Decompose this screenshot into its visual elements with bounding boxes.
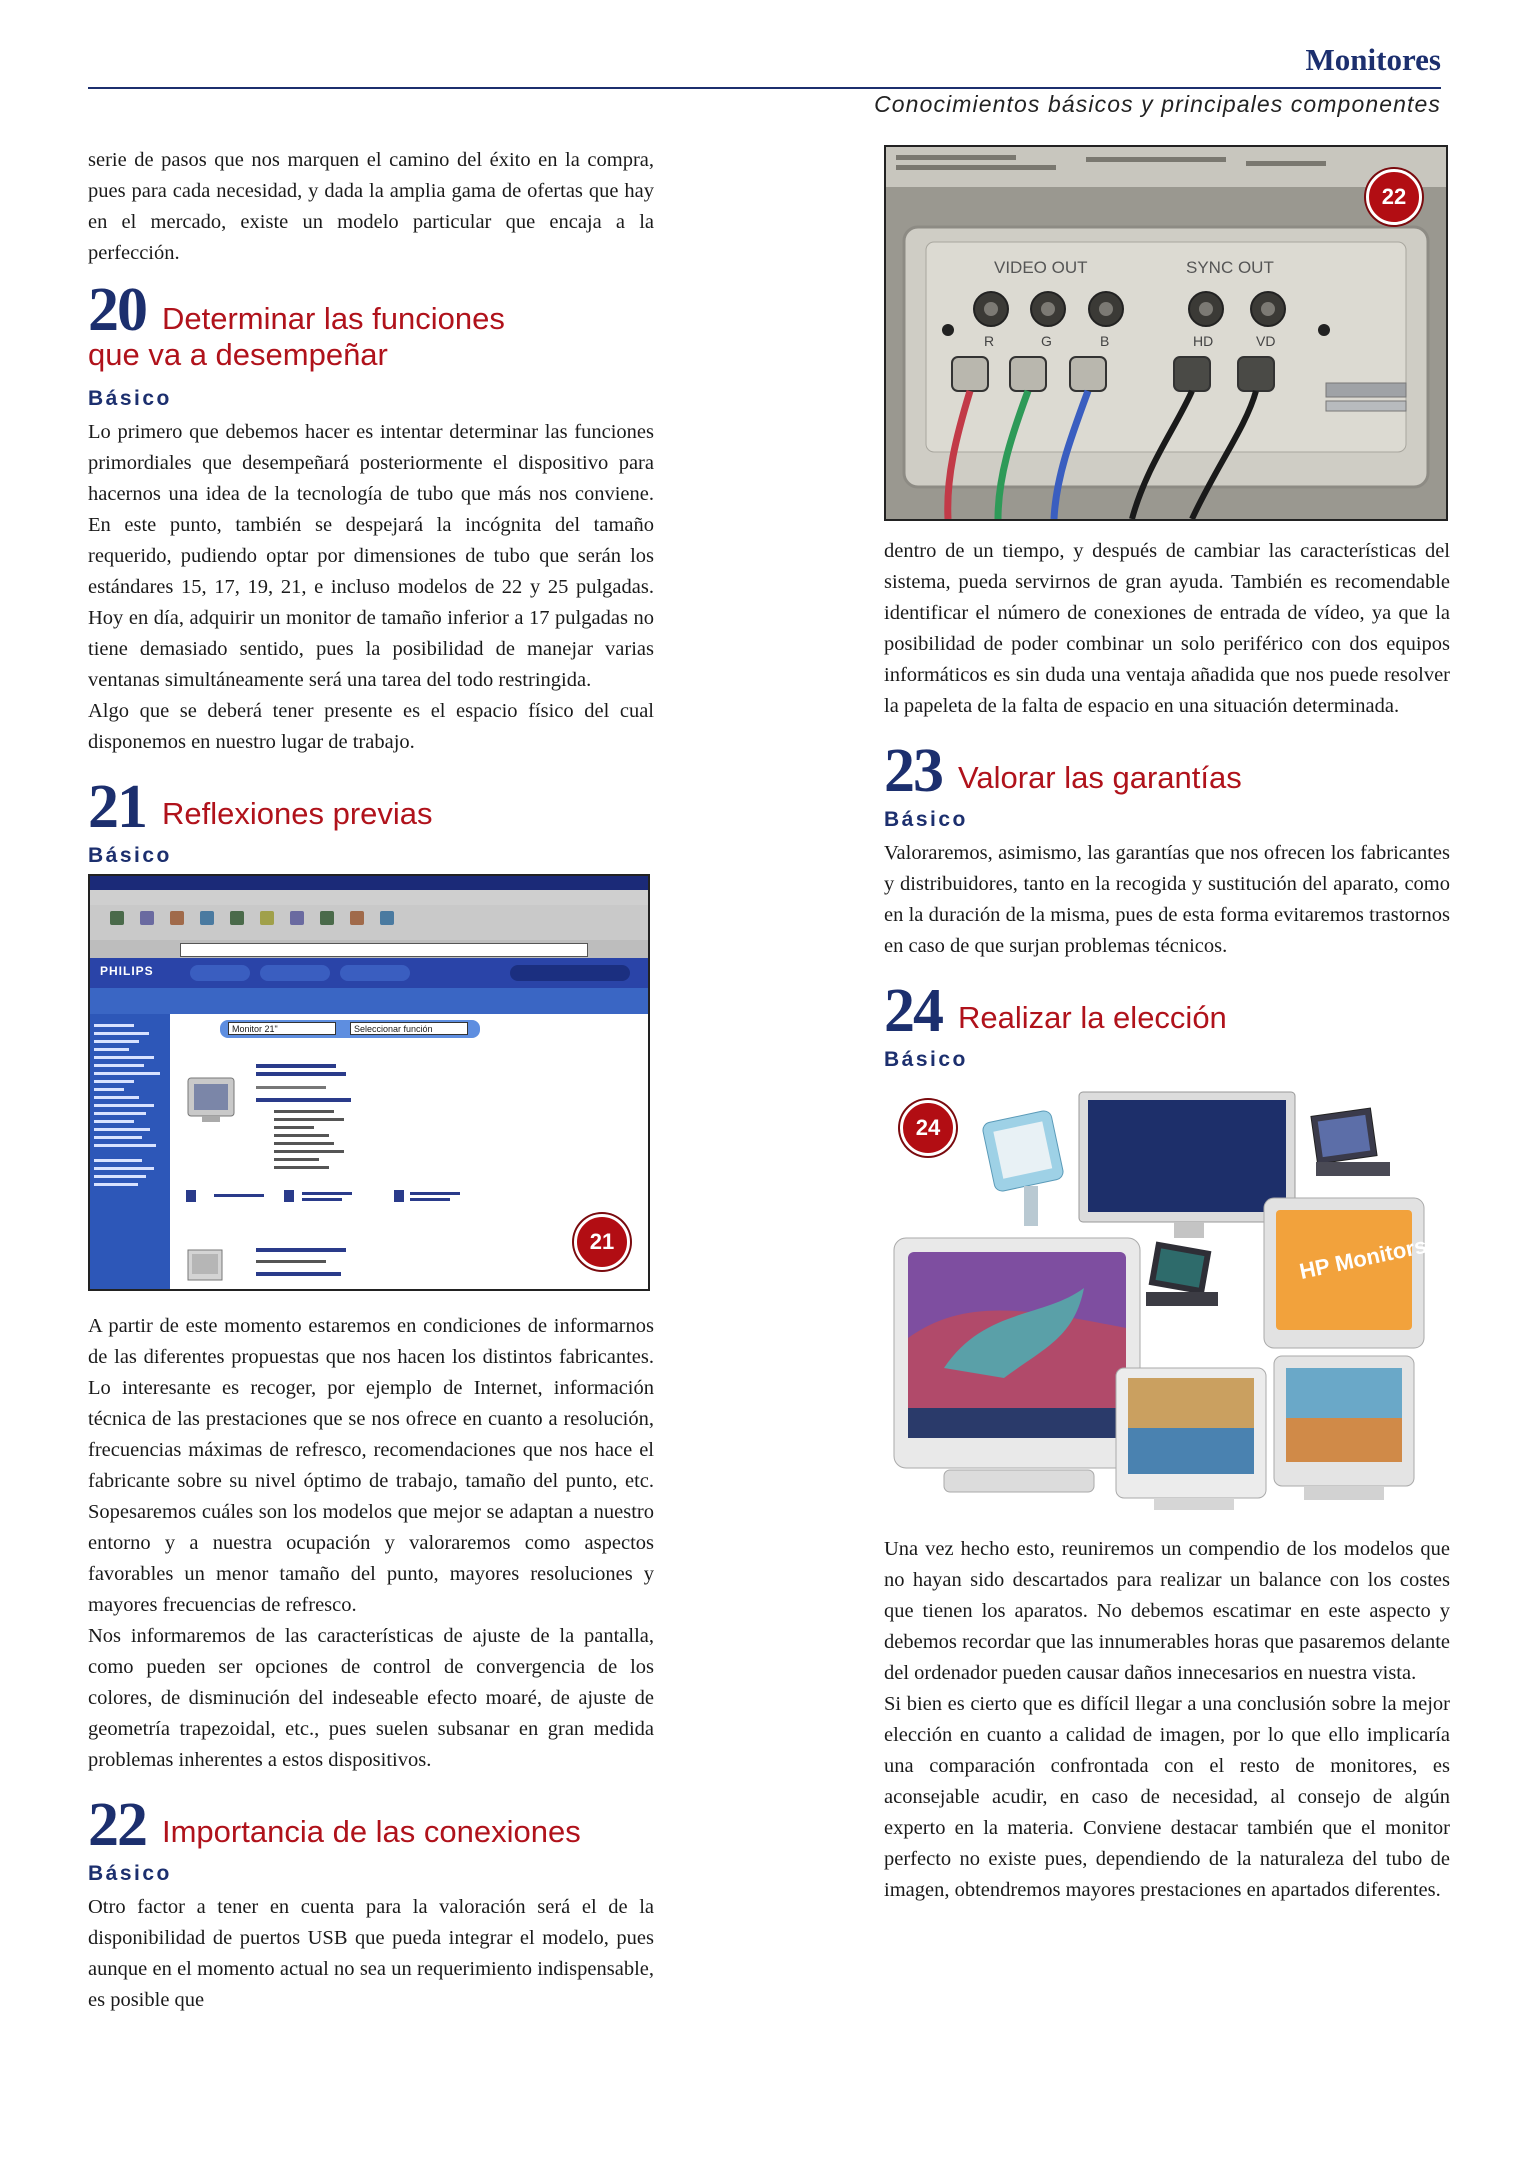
section-title-line1: Determinar las funciones (162, 301, 505, 336)
section-number: 20 (88, 276, 146, 344)
section-24-paragraph-2: Si bien es cierto que es difícil llegar a una conclusión sobre la mejor elección en cuanto a calidad de imagen, por lo que ello implicaría una comparación confrontada con el resto de monitores, es aconsejable acudir, en caso de necesidad, al consejo de algún experto en la materia. Conviene destacar también que el monitor perfecto no existe pues, dependiendo de la naturaleza del tubo de imagen, obtendremos mayores prestaciones en apartados diferentes. (884, 1693, 1450, 1901)
section-20-paragraph-1: Lo primero que debemos hacer es intentar determinar las funciones primordiales que desempeñará posteriormente el dispositivo para hacernos una idea de la tecnología de tubo que más nos conviene. En este punto, también se despejará la incógnita del tamaño requerido, pudiendo optar por dimensiones de tubo que serán los estándares 15, 17, 19, 21, e incluso modelos de 22 y 25 pulgadas. Hoy en día, adquirir un monitor de tamaño inferior a 17 pulgadas no tiene demasiado sentido, pues la posibilidad de manejar varias ventanas simultáneamente será una tarea del todo restringida. (88, 421, 654, 691)
laptop-top-right (1311, 1108, 1390, 1176)
figure-badge-24: 24 (900, 1100, 956, 1156)
small-lcd-monitor (981, 1109, 1064, 1226)
label-b: B (1100, 333, 1110, 349)
label-g: G (1041, 333, 1052, 349)
section-22-paragraph-continued: dentro de un tiempo, y después de cambiar las características del sistema, pueda servirnos de gran ayuda. También es recomendable identificar el número de conexiones de entrada de vídeo, ya que la posibilidad de poder combinar un solo periférico con dos equipos informáticos es sin duda una ventaja añadida que nos puede resolver la papeleta de la falta de espacio en una situación determinada. (884, 540, 1450, 717)
section-23-heading (884, 736, 1450, 805)
browser-titlebar (90, 876, 648, 890)
section-21-paragraph-1: A partir de este momento estaremos en condiciones de informarnos de las diferentes propuestas que nos hacen los distintos fabricantes. Lo interesante es recoger, por ejemplo de Internet, información técnica de las prestaciones que se nos ofrece en cuanto a resolución, frecuencias máximas de refresco, recomendaciones que nos hace el fabricante sobre su nivel óptimo de trabajo, tamaño del punto, etc. Sopesaremos cuáles son los modelos que mejor se adaptan a nuestro entorno y a nuestra ocupación y valoraremos como aspectos favorables un menor tamaño del punto, mayores resoluciones y mayores frecuencias de refresco. (88, 1315, 654, 1616)
hp-monitors-label: HP Monitors (1297, 1232, 1429, 1284)
intro-paragraph: serie de pasos que nos marquen el camino del éxito en la compra, pues para cada necesidad, y dada la amplia gama de ofertas que hay en el mercado, existe un modelo particular que encaja a la perfección. (88, 149, 654, 264)
dropdown-monitor: Monitor 21" (228, 1022, 336, 1035)
header-rule (88, 87, 1441, 89)
level-label: Básico (884, 1048, 968, 1071)
figure-22 (884, 145, 1448, 521)
section-21-heading (88, 772, 654, 841)
header-subtitle: Conocimientos básicos y principales componentes (874, 91, 1441, 117)
browser-screenshot (88, 874, 650, 1291)
section-22-heading (88, 1790, 654, 1859)
section-title: Reflexiones previas (162, 796, 433, 831)
section-20-paragraph-2: Algo que se deberá tener presente es el espacio físico del cual disponemos en nuestro lugar de trabajo. (88, 700, 654, 753)
level-label: Básico (88, 844, 172, 867)
section-22-paragraph-1: Otro factor a tener en cuenta para la valoración será el de la disponibilidad de puertos USB que pueda integrar el modelo, pues aunque en el momento actual no sea un requerimiento indispensable, es posible que (88, 1896, 654, 2011)
crt-monitor-lower-middle (1116, 1368, 1266, 1510)
sidebar-links (90, 1014, 170, 1274)
flat-panel-monitor (1079, 1092, 1295, 1238)
toolbar-icons (90, 905, 648, 940)
crt-monitor-hp (1264, 1198, 1429, 1348)
level-label: Básico (88, 387, 172, 410)
label-hd: HD (1193, 333, 1214, 349)
figure-21 (88, 874, 650, 1291)
browser-toolbar (90, 905, 648, 941)
header-title: Monitores (1305, 42, 1441, 77)
browser-menu-bar (90, 890, 648, 905)
section-24-heading (884, 976, 1450, 1045)
section-title: Importancia de las conexiones (162, 1814, 581, 1849)
label-video-out: VIDEO OUT (994, 258, 1088, 277)
section-number: 24 (884, 977, 942, 1045)
section-title-line2: que va a desempeñar (88, 337, 388, 372)
laptop-middle (1146, 1241, 1218, 1306)
crt-monitor-lower-right (1274, 1356, 1414, 1500)
section-number: 23 (884, 737, 942, 805)
label-vd: VD (1256, 333, 1276, 349)
section-20-heading (88, 276, 654, 379)
figure-badge-22: 22 (1366, 169, 1422, 225)
crt-monitor-left (894, 1238, 1140, 1492)
section-number: 22 (88, 1791, 146, 1859)
label-r: R (984, 333, 995, 349)
section-23-paragraph-1: Valoraremos, asimismo, las garantías que nos ofrecen los fabricantes y distribuidores, tanto en la recogida y sustitución del aparato, como en la duración de la misma, pues de esta forma evitaremos trastornos en caso de que surjan problemas técnicos. (884, 842, 1450, 957)
philips-logo: PHILIPS (100, 964, 154, 978)
left-column (88, 145, 654, 2016)
monitor-thumbnail-1 (188, 1078, 234, 1122)
level-label: Básico (88, 1862, 172, 1885)
right-column (884, 536, 1450, 1906)
dropdown-function: Seleccionar función (350, 1022, 468, 1035)
section-title: Realizar la elección (958, 1000, 1227, 1035)
section-title: Valorar las garantías (958, 760, 1242, 795)
connector-panel-illustration (886, 147, 1446, 519)
figure-24 (884, 1078, 1444, 1518)
label-sync-out: SYNC OUT (1186, 258, 1274, 277)
browser-page (90, 958, 648, 1289)
connector-panel-photo (884, 145, 1448, 521)
section-21-paragraph-2: Nos informaremos de las características de ajuste de la pantalla, como pueden ser opciones de control de convergencia de los colores, de disminución del indeseable efecto moaré, de ajuste de geometría trapezoidal, etc., pues suelen subsanar en gran medida problemas inherentes a estos dispositivos. (88, 1625, 654, 1771)
section-number: 21 (88, 773, 146, 841)
philips-sidebar (90, 1014, 170, 1289)
figure-badge-21: 21 (574, 1214, 630, 1270)
browser-address-bar (90, 940, 648, 958)
level-label: Básico (884, 808, 968, 831)
section-24-paragraph-1: Una vez hecho esto, reuniremos un compendio de los modelos que no hayan sido descartados para realizar un balance con los costes que tienen los aparatos. No debemos escatimar en este aspecto y debemos recordar que las innumerables horas que pasaremos delante del ordenador pueden causar daños innecesarios en nuestra vista. (884, 1538, 1450, 1684)
hp-monitors-illustration (884, 1078, 1444, 1518)
